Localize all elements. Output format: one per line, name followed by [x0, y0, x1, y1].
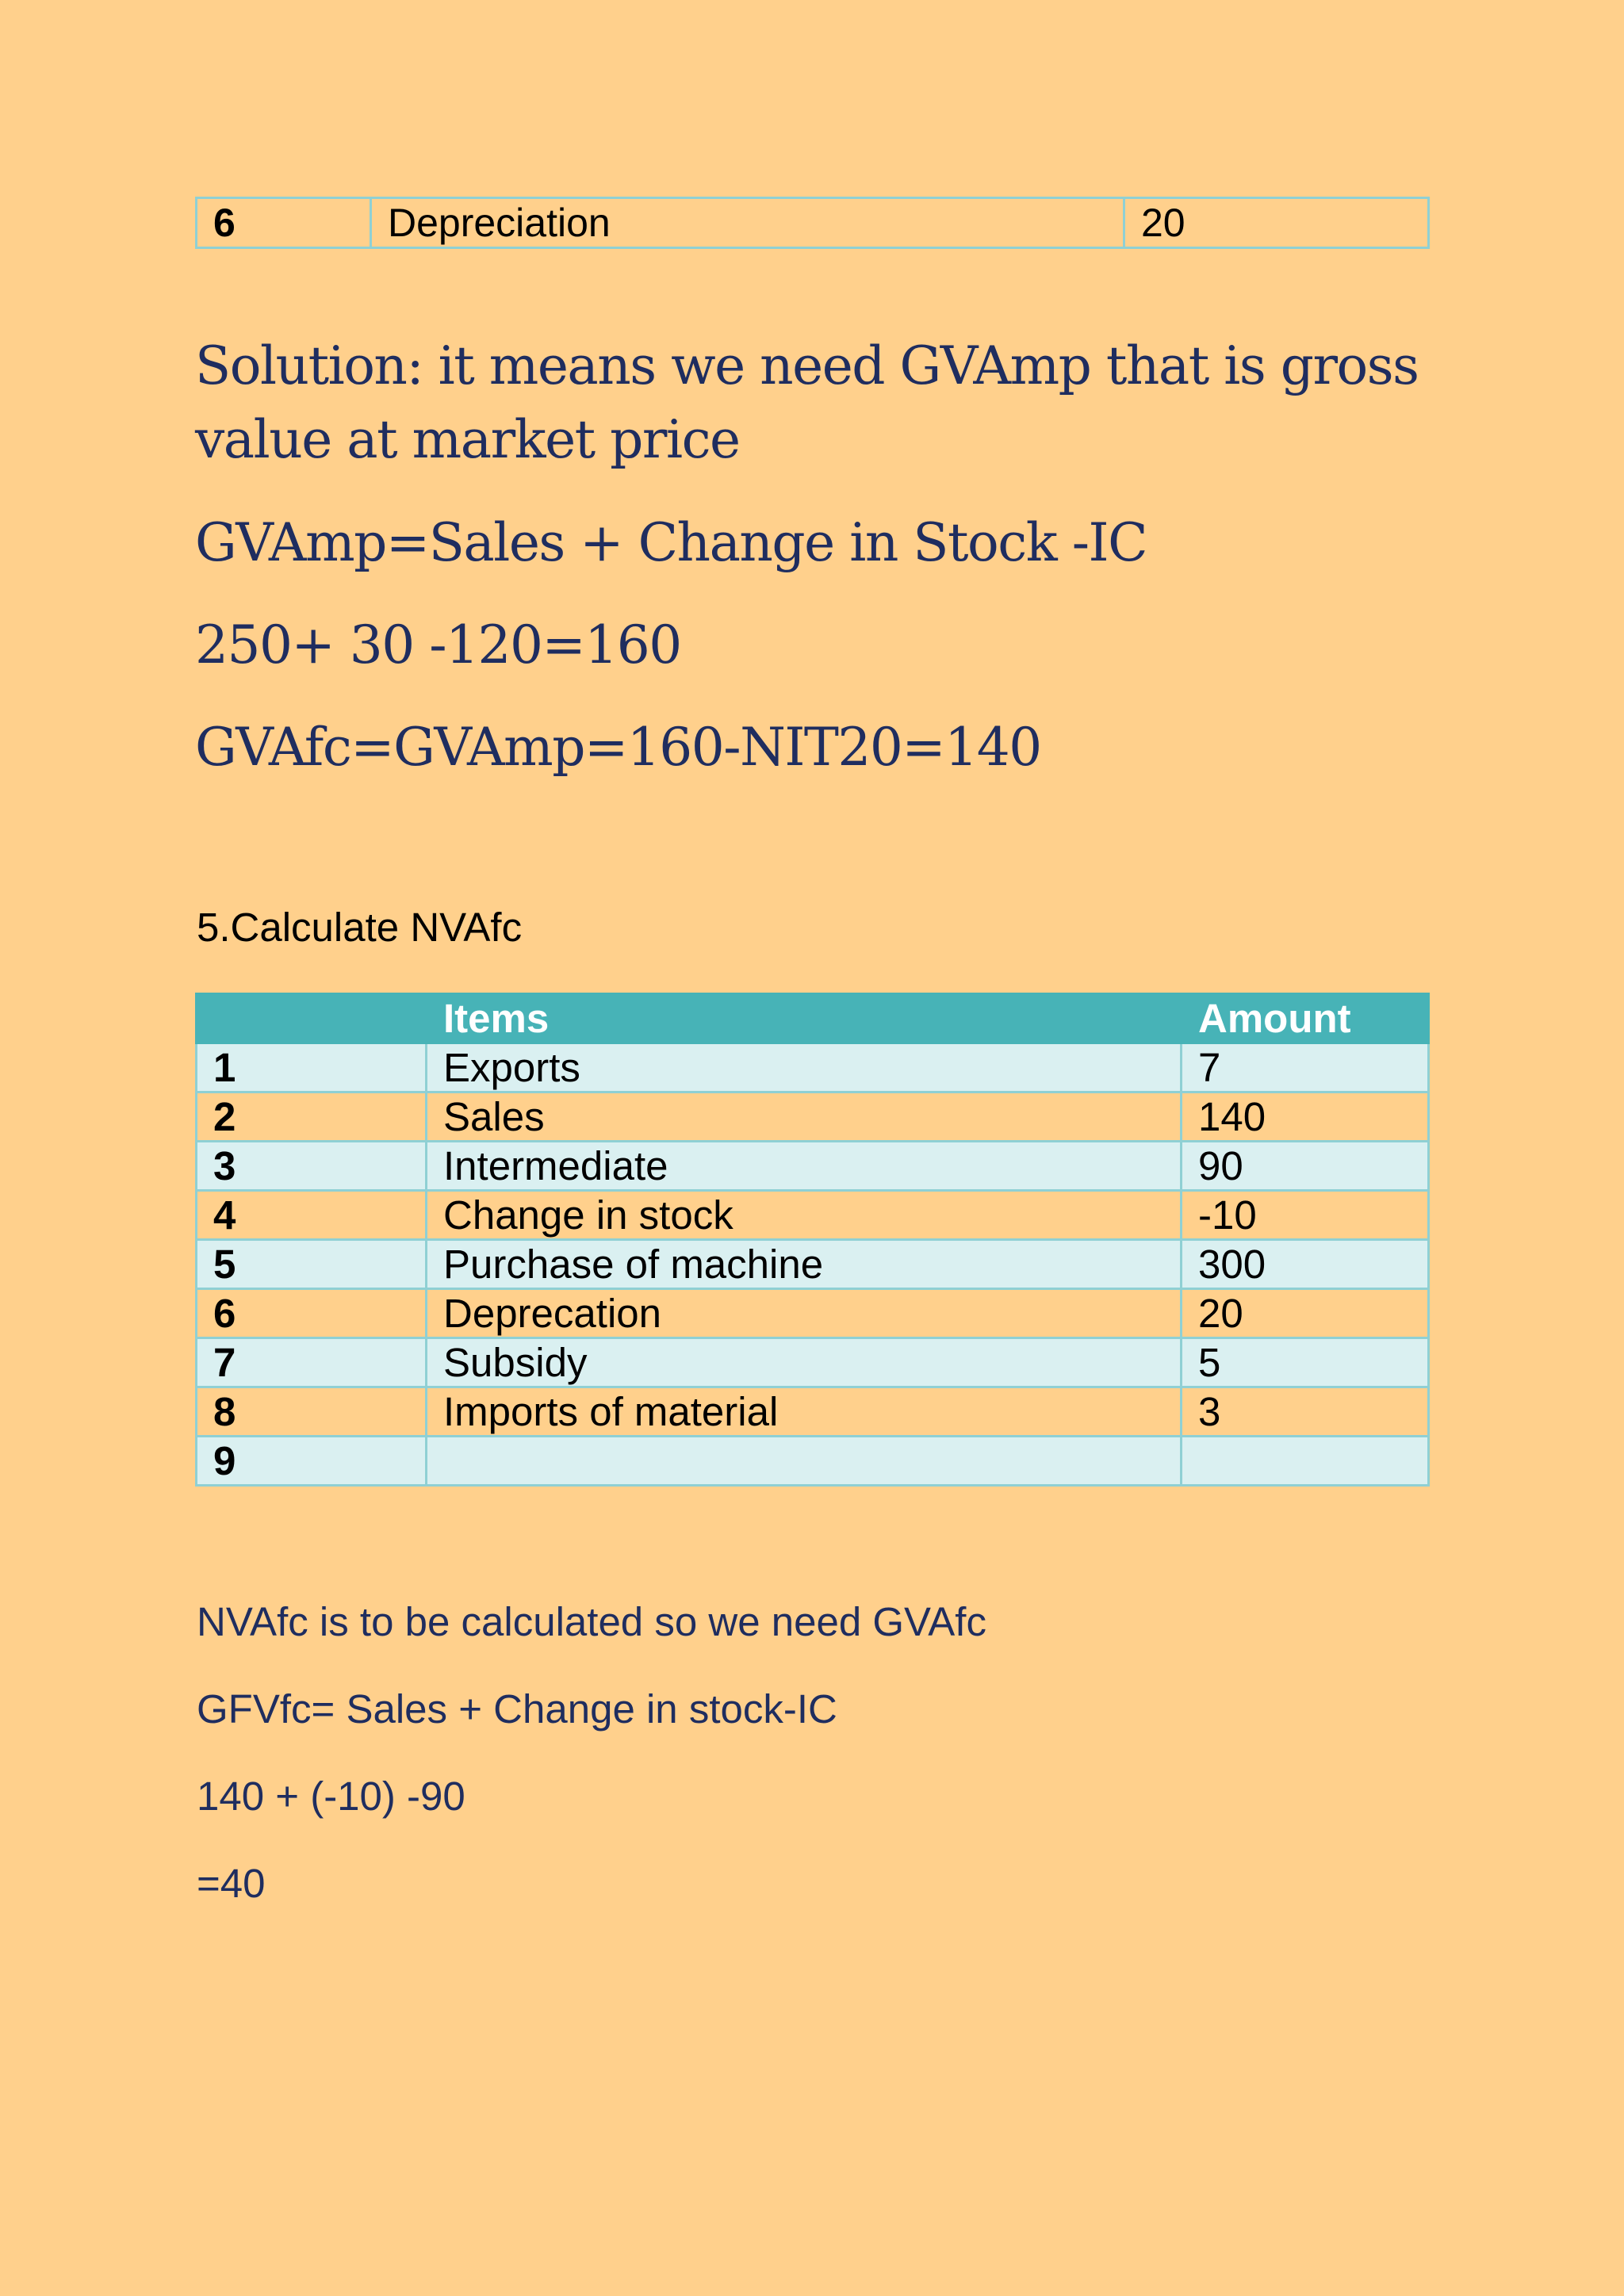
- row-number: 6: [197, 1289, 427, 1338]
- row-item: Depreciation: [371, 198, 1124, 248]
- row-amount: 5: [1182, 1338, 1429, 1387]
- row-item: Change in stock: [427, 1191, 1182, 1240]
- table-row: [197, 198, 1429, 248]
- table-row: [197, 1043, 1429, 1093]
- row-amount: 3: [1182, 1387, 1429, 1437]
- table-row: [197, 1142, 1429, 1191]
- table-row: [197, 1240, 1429, 1289]
- table-row: [197, 1437, 1429, 1486]
- row-number: 7: [197, 1338, 427, 1387]
- solution-line-1: Solution: it means we need GVAmp that is gross: [195, 335, 1419, 396]
- header-number: [197, 994, 427, 1043]
- solution-line-2: value at market price: [195, 409, 740, 470]
- row-number: 3: [197, 1142, 427, 1191]
- row-item: Subsidy: [427, 1338, 1182, 1387]
- row-item: Imports of material: [427, 1387, 1182, 1437]
- table-row: [197, 1289, 1429, 1338]
- table-row: [197, 1093, 1429, 1142]
- row-amount: 300: [1182, 1240, 1429, 1289]
- row-amount: 90: [1182, 1142, 1429, 1191]
- row-item: [427, 1437, 1182, 1486]
- row-item: Sales: [427, 1093, 1182, 1142]
- row-amount: 20: [1182, 1289, 1429, 1338]
- header-items: Items: [427, 994, 1182, 1043]
- answer-calculation: 140 + (-10) -90: [197, 1774, 465, 1819]
- row-number: 8: [197, 1387, 427, 1437]
- table-row: [197, 1338, 1429, 1387]
- row-number: 1: [197, 1043, 427, 1093]
- table-header-row: [197, 994, 1429, 1043]
- answer-line-1: NVAfc is to be calculated so we need GVAfc: [197, 1599, 986, 1644]
- items-table: [195, 993, 1430, 1487]
- row-number: 5: [197, 1240, 427, 1289]
- row-number: 4: [197, 1191, 427, 1240]
- row-amount: 140: [1182, 1093, 1429, 1142]
- row-item: Exports: [427, 1043, 1182, 1093]
- row-number: 6: [197, 198, 371, 248]
- row-amount: 7: [1182, 1043, 1429, 1093]
- row-item: Deprecation: [427, 1289, 1182, 1338]
- answer-result: =40: [197, 1861, 266, 1906]
- table-row: [197, 1387, 1429, 1437]
- solution-formula: GVAmp=Sales + Change in Stock -IC: [195, 512, 1147, 573]
- row-item: Intermediate: [427, 1142, 1182, 1191]
- row-amount: 20: [1124, 198, 1429, 248]
- row-item: Purchase of machine: [427, 1240, 1182, 1289]
- answer-formula: GFVfc= Sales + Change in stock-IC: [197, 1686, 837, 1732]
- header-amount: Amount: [1182, 994, 1429, 1043]
- table-row: [197, 1191, 1429, 1240]
- question-heading: 5.Calculate NVAfc: [197, 905, 523, 950]
- row-number: 2: [197, 1093, 427, 1142]
- row-amount: -10: [1182, 1191, 1429, 1240]
- solution-calculation: 250+ 30 -120=160: [195, 614, 681, 675]
- solution-result: GVAfc=GVAmp=160-NIT20=140: [195, 717, 1041, 778]
- continued-table: [195, 197, 1430, 249]
- row-amount: [1182, 1437, 1429, 1486]
- row-number: 9: [197, 1437, 427, 1486]
